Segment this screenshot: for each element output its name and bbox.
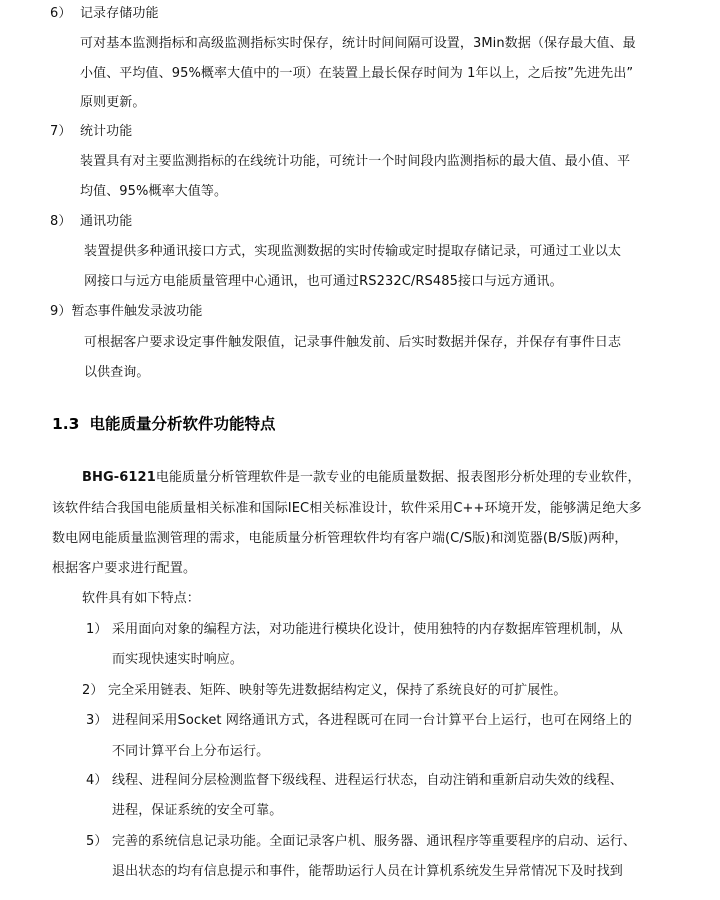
item-body-line: 以供查询。 bbox=[84, 365, 150, 380]
feature-line: 线程、进程间分层检测监督下级线程、进程运行状态，自动注销和重新启动失效的线程、 bbox=[112, 773, 623, 788]
intro-line-rest: 电能质量分析管理软件是一款专业的电能质量数据、报表图形分析处理的专业软件， bbox=[155, 470, 641, 485]
item-number: 8） bbox=[50, 214, 72, 229]
item-title: 通讯功能 bbox=[79, 214, 133, 229]
intro-line: 数电网电能质量监测管理的需求，电能质量分析管理软件均有客户端(C/S版)和浏览器(B/S版)两种， bbox=[52, 531, 628, 546]
item-number: 9） bbox=[50, 304, 72, 319]
feature-number: 5） bbox=[86, 834, 108, 849]
item-title: 记录存储功能 bbox=[79, 6, 159, 21]
feature-line: 采用面向对象的编程方法，对功能进行模块化设计，使用独特的内存数据库管理机制，从 bbox=[112, 622, 623, 637]
intro-line bbox=[82, 470, 641, 486]
item-body-line: 装置提供多种通讯接口方式，实现监测数据的实时传输或定时提取存储记录，可通过工业以太 bbox=[84, 244, 622, 259]
item-number: 7） bbox=[50, 124, 72, 139]
item-title: 统计功能 bbox=[79, 124, 133, 139]
list-item-heading bbox=[50, 6, 159, 22]
feature-line: 完善的系统信息记录功能。全面记录客户机、服务器、通讯程序等重要程序的启动、运行、 bbox=[112, 834, 637, 849]
list-item-heading bbox=[50, 304, 203, 320]
item-number: 6） bbox=[50, 6, 72, 21]
list-item-heading bbox=[50, 214, 132, 230]
feature-number: 4） bbox=[86, 773, 108, 788]
intro-line: 该软件结合我国电能质量相关标准和国际IEC相关标准设计，软件采用C++环境开发，能够满足绝大多 bbox=[52, 501, 642, 516]
section-title: 电能质量分析软件功能特点 bbox=[89, 415, 276, 433]
feature-line: 完全采用链表、矩阵、映射等先进数据结构定义，保持了系统良好的可扩展性。 bbox=[108, 683, 567, 698]
feature-line: 而实现快速实时响应。 bbox=[112, 652, 244, 667]
feature-line: 不同计算平台上分布运行。 bbox=[112, 744, 270, 759]
list-item-heading bbox=[50, 124, 132, 140]
item-body-line: 可根据客户要求设定事件触发限值，记录事件触发前、后实时数据并保存，并保存有事件日志 bbox=[84, 335, 622, 350]
section-heading bbox=[52, 414, 275, 434]
item-body-line: 装置具有对主要监测指标的在线统计功能，可统计一个时间段内监测指标的最大值、最小值、平 bbox=[80, 154, 631, 169]
item-title: 暂态事件触发录波功能 bbox=[71, 304, 203, 319]
item-body-line: 网接口与远方电能质量管理中心通讯，也可通过RS232C/RS485接口与远方通讯。 bbox=[84, 274, 563, 289]
product-name: BHG-6121 bbox=[82, 470, 156, 485]
feature-line: 退出状态的均有信息提示和事件，能帮助运行人员在计算机系统发生异常情况下及时找到 bbox=[112, 864, 623, 879]
item-body-line: 均值、95%概率大值等。 bbox=[80, 184, 228, 199]
intro-line: 根据客户要求进行配置。 bbox=[52, 561, 197, 576]
item-body-line: 原则更新。 bbox=[80, 95, 146, 110]
feature-number: 2） bbox=[82, 683, 104, 698]
feature-line: 进程间采用Socket 网络通讯方式，各进程既可在同一台计算平台上运行，也可在网络上的 bbox=[112, 713, 632, 728]
item-body-line: 小值、平均值、95%概率大值中的一项）在装置上最长保存时间为 1年以上，之后按”先进先出” bbox=[80, 66, 634, 81]
features-heading: 软件具有如下特点： bbox=[82, 591, 200, 606]
section-number: 1.3 bbox=[52, 415, 80, 433]
feature-line: 进程，保证系统的安全可靠。 bbox=[112, 803, 283, 818]
item-body-line: 可对基本监测指标和高级监测指标实时保存，统计时间间隔可设置，3Min数据（保存最大值、最 bbox=[80, 36, 636, 51]
feature-number: 1） bbox=[86, 622, 108, 637]
feature-number: 3） bbox=[86, 713, 108, 728]
